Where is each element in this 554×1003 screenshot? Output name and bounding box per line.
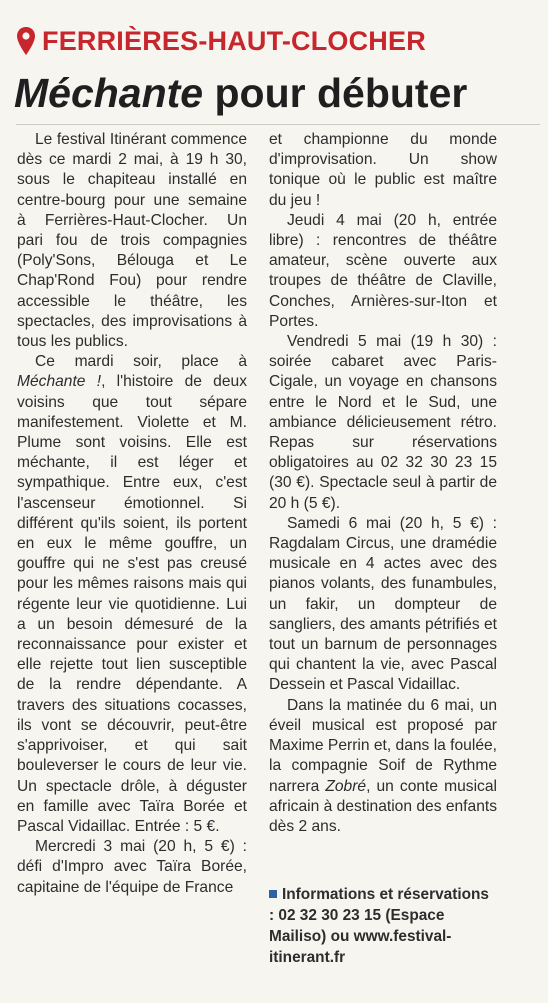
divider [16, 124, 540, 125]
paragraph: Mercredi 3 mai (20 h, 5 €) : défi d'Impro avec Taïra Borée, capitaine de l'équipe de France [17, 838, 247, 896]
scan-edge [548, 0, 554, 1003]
paragraph: et championne du monde d'improvisation. Un show tonique où le public est maître du jeu ! [269, 131, 497, 209]
paragraph-text: Ce mardi soir, place à [35, 353, 247, 371]
paragraph: Jeudi 4 mai (20 h, entrée libre) : rencontres de théâtre amateur, scène ouverte aux troupes de théâtre de Claville, Conches, Arnières-sur-Iton et Portes. [269, 211, 497, 330]
paragraph: Le festival Itinérant commence dès ce mardi 2 mai, à 19 h 30, sous le chapiteau installé en centre-bourg pour une semaine à Ferrières-Haut-Clocher. Un pari fou de trois compagnies (Poly'Sons, Bélouga et Le Chap'Rond Fou) pour rendre accessible le théâtre, les spectacles, des improvisations à tous les publics. [17, 131, 247, 351]
paragraph [17, 352, 247, 837]
left-column [17, 130, 247, 898]
paragraph: Vendredi 5 mai (19 h 30) : soirée cabaret avec Paris-Cigale, un voyage en chansons entre le Nord et le Sud, une ambiance délicieusement rétro. Repas sur réservations obligatoires au 02 32 30 23 15 (30 €). Spectacle seul à partir de 20 h (5 €). [269, 333, 497, 512]
info-box [269, 884, 495, 968]
headline [14, 70, 467, 116]
kicker [16, 26, 426, 56]
paragraph-text: Dans la matinée du 6 mai, un éveil musical est proposé par Maxime Perrin et, dans la foulée, la compagnie Soif de Rythme narrera [269, 696, 497, 795]
paragraph-text: , un conte musical africain à destination des enfants dès 2 ans. [269, 777, 497, 835]
headline-rest: pour débuter [203, 70, 468, 116]
square-bullet-icon [269, 890, 277, 898]
paragraph: Samedi 6 mai (20 h, 5 €) : Ragdalam Circus, une dramédie musicale en 4 actes avec des pianos volants, des funambules, un fakir, un dompteur de sangliers, des amants pétrifiés et tout un barnum de personnages qui chantent la vie, avec Pascal Dessein et Pascal Vidaillac. [269, 514, 497, 694]
location-pin-icon [16, 26, 36, 56]
show-title: Méchante ! [17, 373, 102, 391]
paragraph [269, 696, 497, 837]
info-text: Informations et réservations : 02 32 30 23 15 (Espace Mailiso) ou www.festival-itinerant.fr [269, 886, 489, 966]
paragraph-text: , l'histoire de deux voisins que tout sépare manifestement. Violette et M. Plume sont voisins. Elle est méchante, il est léger et sympathique. Entre eux, c'est l'ascenseur émotionnel. Si différent qu'ils soient, ils portent en eux le même gouffre, un gouffre qui ne s'est pas creusé pour les mêmes raisons mais qui régente leur vie quotidienne. Lui a un besoin démesuré de la reconnaissance pour exister et elle rejette tout lien susceptible de la rendre dépendante. A travers des situations cocasses, ils vont se découvrir, peut-être s'apprivoiser, et qui sait bouleverser le cours de leur vie. Un spectacle drôle, à déguster en famille avec Taïra Borée et Pascal Vidaillac. Entrée : 5 €. [17, 373, 247, 835]
location-label: FERRIÈRES-HAUT-CLOCHER [42, 26, 426, 56]
right-column [269, 130, 497, 837]
headline-italic: Méchante [14, 70, 204, 116]
show-title: Zobré [325, 777, 367, 795]
